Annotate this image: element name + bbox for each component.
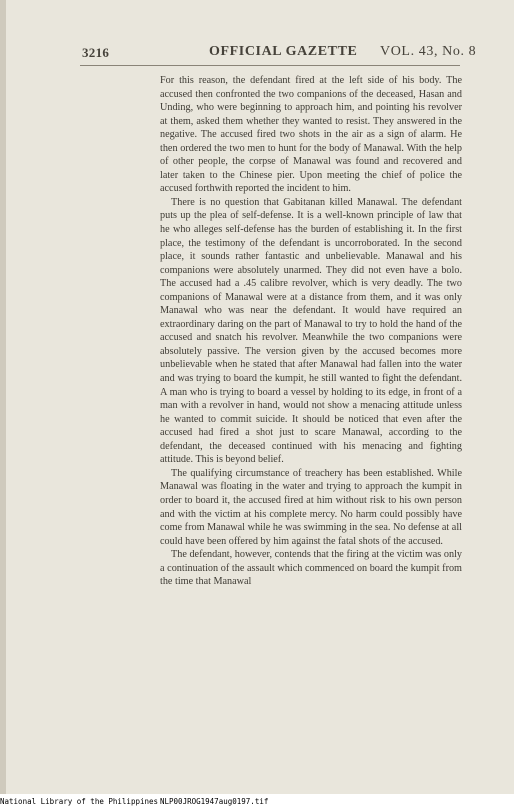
paragraph: For this reason, the defendant fired at the left side of his body. The accused then confronted the two companions of the deceased, Hasan and Unding, who were beginning to approach him, and pointing his revolver at them, asked them whether they wanted to resist. They answered in the negative. The accused fired two shots in the air as a sign of alarm. He then ordered the two men to hunt for the body of Manawal. With the help of other people, the corpse of Manawal was found and recovered and later taken to the Chinese pier. Upon meeting the chief of police the accused forthwith reported the incident to him.	[160, 75, 462, 195]
paragraph: The qualifying circumstance of treachery has been established. While Manawal was floating in the water and trying to approach the kumpit in order to board it, the accused fired at him without risk to his own person and with the victim at his complete mercy. No harm could possibly have come from Manawal while he was swimming in the sea. No defense at all could have been offered by him against the fatal shots of the accused.	[160, 467, 462, 547]
scan-filename: NLP00JROG1947aug0197.tif	[160, 797, 269, 806]
paragraph: The defendant, however, contends that the firing at the victim was only a continuation of the assault which commenced on board the kumpit from the time that Manawal	[160, 549, 462, 588]
article-body	[160, 74, 462, 589]
publication-title: OFFICIAL GAZETTE	[209, 44, 358, 59]
header-rule	[80, 65, 460, 66]
paragraph: There is no question that Gabitanan killed Manawal. The defendant puts up the plea of self-defense. It is a well-known principle of law that he who alleges self-defense has the burden of establishing it. In the first place, the testimony of the defendant is uncorroborated. In the second place, it sounds rather fantastic and unbelievable. Manawal and his companions were absolutely unarmed. They did not even have a bolo. The accused had a .45 calibre revolver, which is very deadly. The two companions of Manawal were at a distance from them, and it was only Manawal who was near the defendant. It would have required an extraordinary daring on the part of Manawal to try to hold the hand of the accused and snatch his revolver. Meanwhile the two companions were absolutely passive. The version given by the accused becomes more unbelievable when he stated that after Manawal had fallen into the water and was trying to board the kumpit, he still wanted to fight the defendant. A man who is trying to board a vessel by holding to its edge, in front of a man with a revolver in hand, would not show a menacing attitude unless he wanted to commit suicide. It should be noticed that even after the accused had fired a shot just to scare Manawal, according to the defendant, the deceased continued with his menacing and fighting attitude. This is beyond belief.	[160, 196, 462, 466]
library-credit: National Library of the Philippines	[0, 797, 159, 806]
page-header	[0, 0, 514, 70]
page-number: 3216	[82, 45, 110, 60]
page-spine-shadow	[0, 0, 6, 794]
scan-footer	[0, 796, 514, 807]
volume-number: VOL. 43, No. 8	[380, 44, 477, 59]
